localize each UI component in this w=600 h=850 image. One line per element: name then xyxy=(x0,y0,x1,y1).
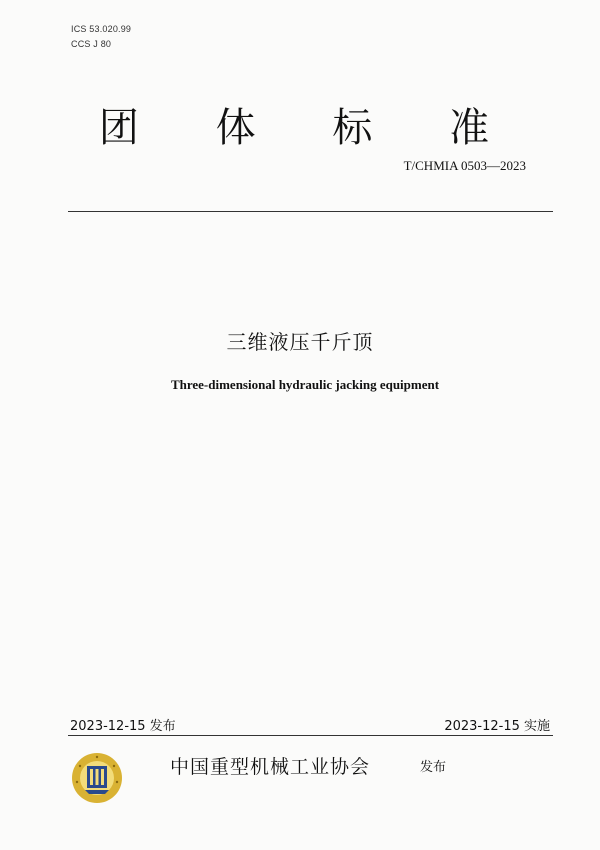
issued-label: 发布 xyxy=(420,760,447,775)
standard-number: T/CHMIA 0503—2023 xyxy=(403,158,526,173)
implement-date: 2023-12-15 实施 xyxy=(444,719,550,734)
issuing-organization: 中国重型机械工业协会 xyxy=(170,756,371,778)
header-divider xyxy=(68,211,553,212)
publish-date: 2023-12-15 发布 xyxy=(70,719,176,734)
document-type-heading: 团 体 标 准 xyxy=(98,105,522,151)
title-english: Three-dimensional hydraulic jacking equipment xyxy=(170,377,440,392)
footer-divider xyxy=(68,735,553,736)
ics-code: ICS 53.020.99 xyxy=(71,24,132,34)
title-chinese: 三维液压千斤顶 xyxy=(226,330,374,354)
association-logo-icon xyxy=(71,752,123,804)
ccs-code: CCS J 80 xyxy=(71,39,112,49)
